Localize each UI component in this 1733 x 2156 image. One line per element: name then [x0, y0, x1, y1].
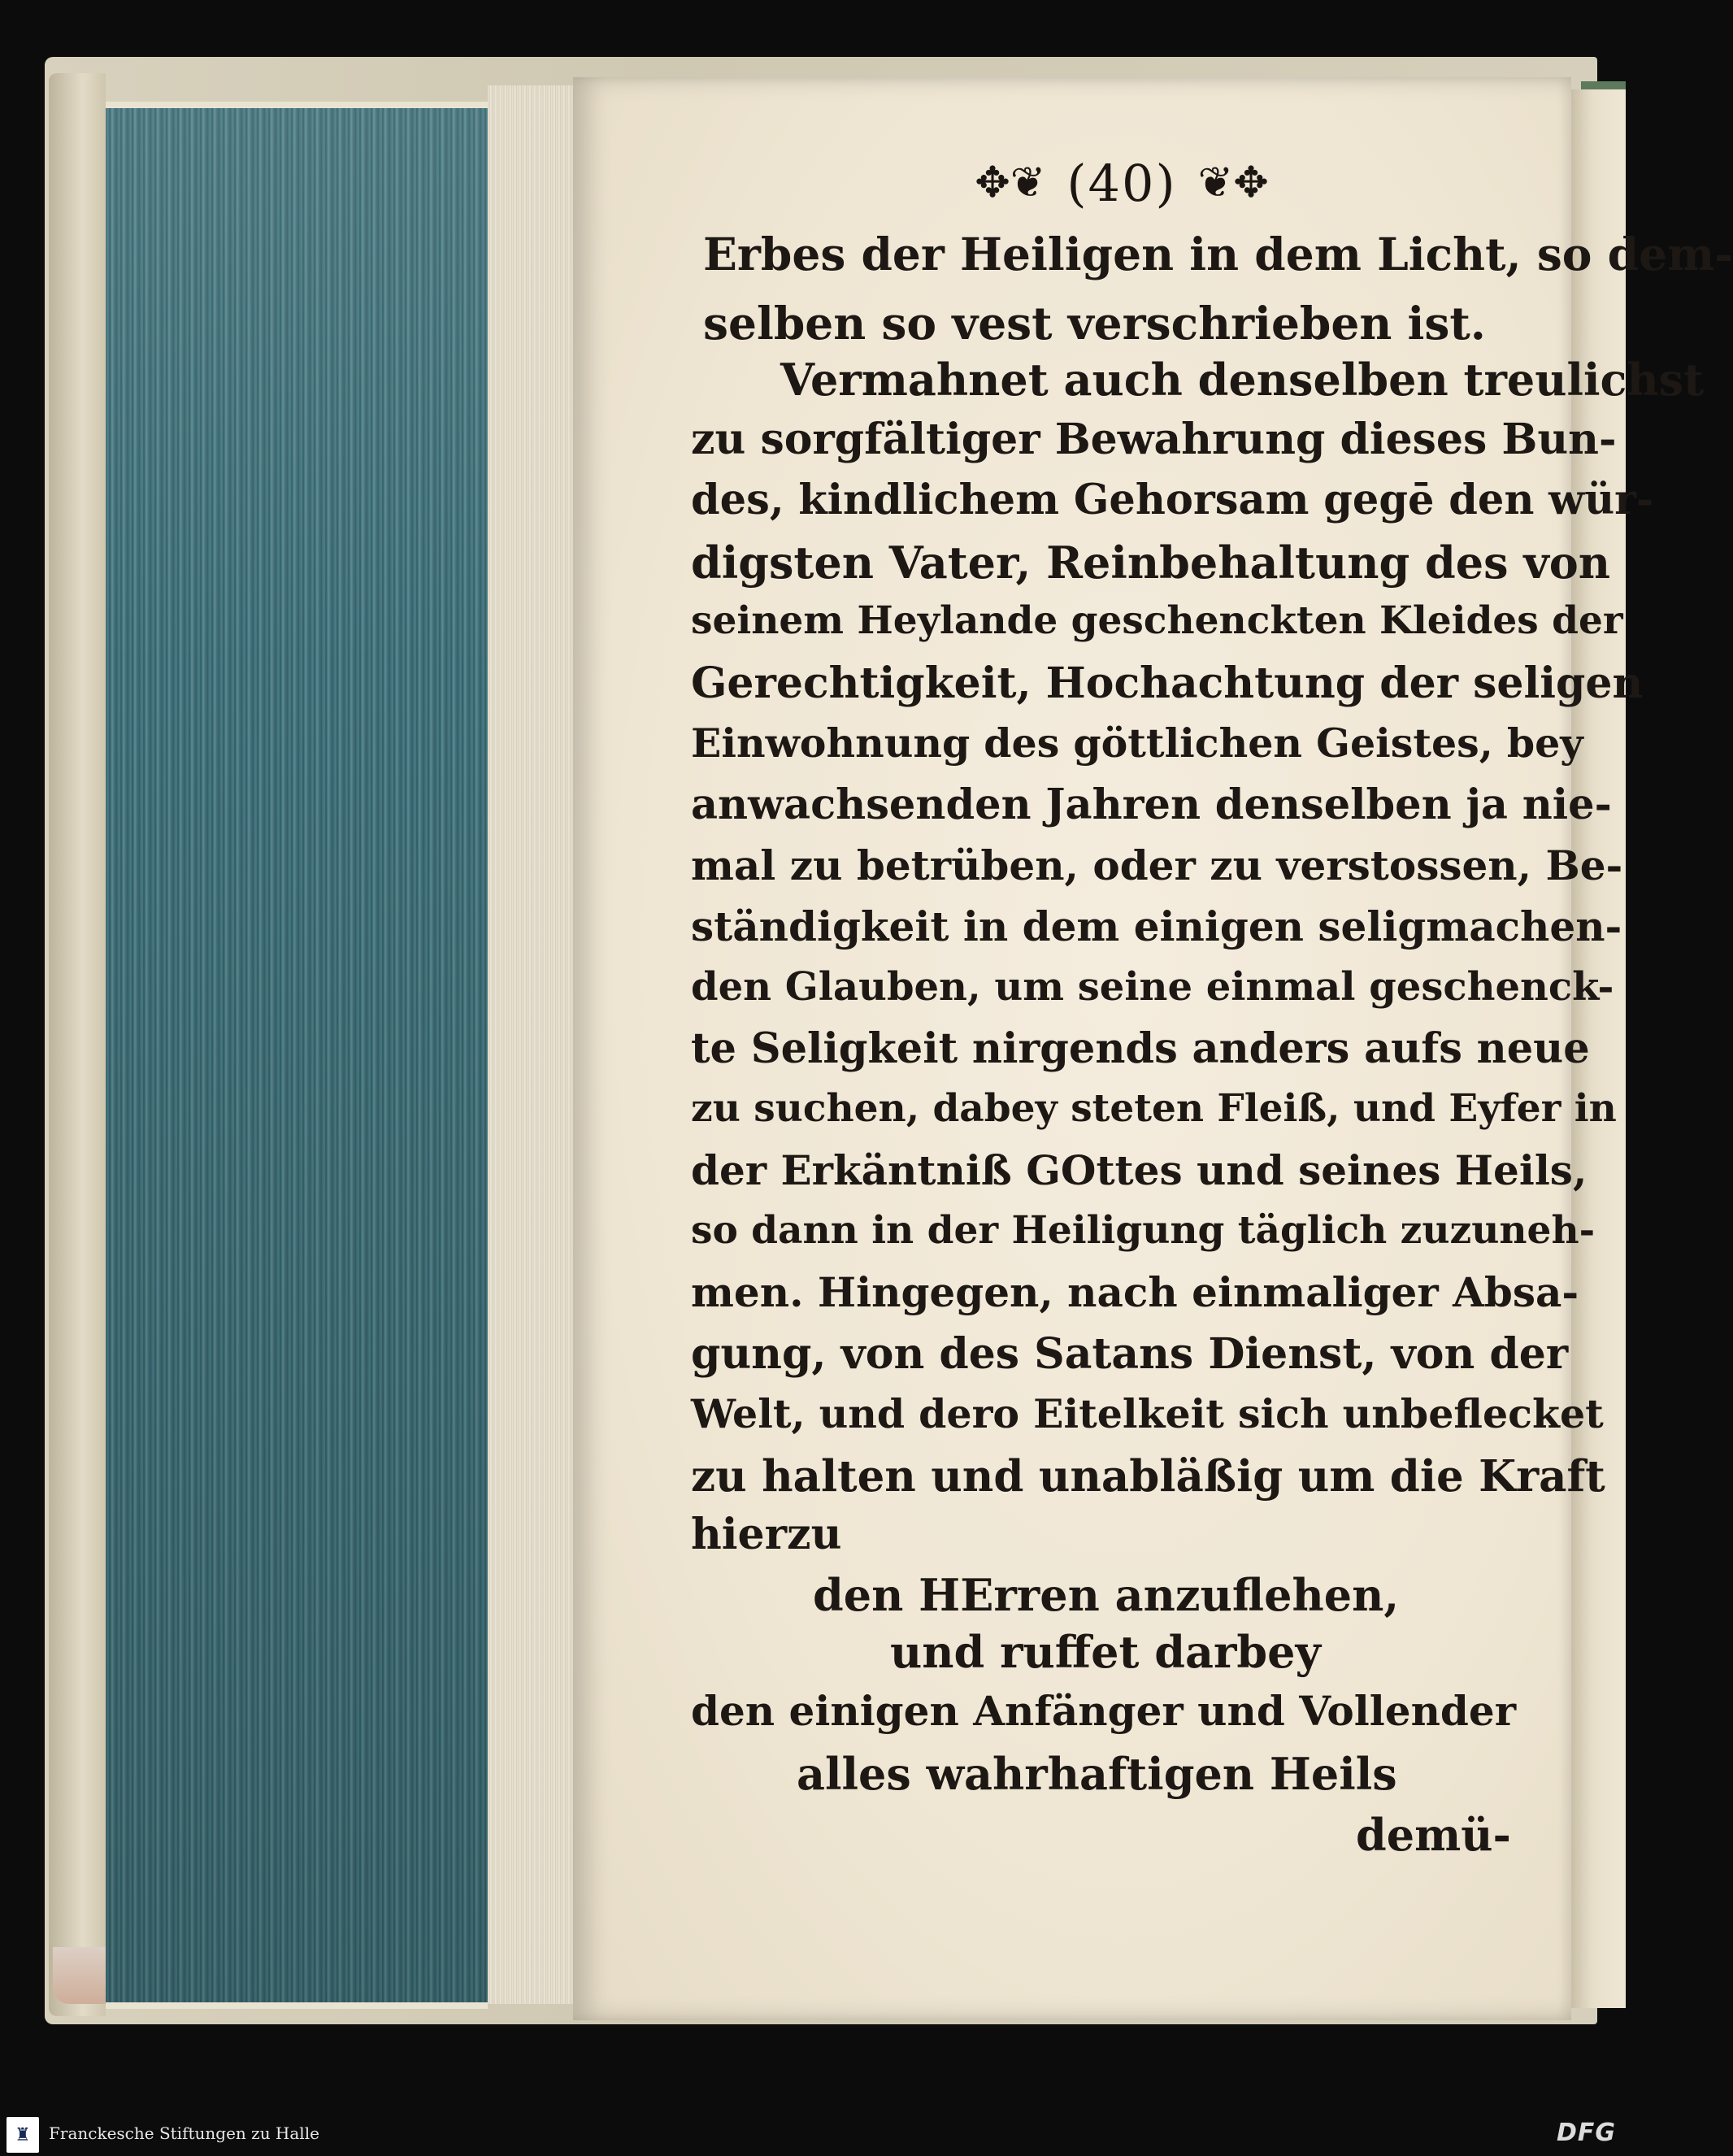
body-line: mal zu betrüben, oder zu verstossen, Be-: [691, 841, 1623, 889]
body-line: digsten Vater, Reinbehaltung des von: [691, 537, 1611, 589]
page-stack-edges: [488, 85, 573, 2004]
centered-line: den einigen Anfänger und Vollender: [691, 1687, 1517, 1735]
centered-line: alles wahrhaftigen Heils: [797, 1748, 1397, 1800]
body-line: Einwohnung des göttlichen Geistes, bey: [691, 719, 1583, 767]
centered-line: und ruffet darbey: [890, 1626, 1321, 1678]
body-line: so dann in der Heiligung täglich zuzuneh-: [691, 1208, 1596, 1253]
book-spine-edge: [49, 73, 106, 2016]
centered-line: den HErren anzuflehen,: [813, 1569, 1400, 1621]
body-line: ständigkeit in dem einigen seligmachen-: [691, 902, 1622, 950]
body-line: Gerechtigkeit, Hochachtung der seligen: [691, 659, 1644, 708]
page-fore-edge: [106, 102, 488, 2009]
body-line: des, kindlichem Gehorsam gegē den wür-: [691, 476, 1654, 524]
body-line: hierzu: [691, 1510, 842, 1559]
catchword: demü-: [1356, 1809, 1511, 1861]
body-line: den Glauben, um seine einmal geschenck-: [691, 964, 1614, 1010]
ornament-right-icon: ❦✥: [1197, 159, 1269, 207]
page-header: [943, 146, 1301, 220]
body-line: zu suchen, dabey steten Fleiß, und Eyfer in: [691, 1086, 1617, 1131]
body-line: Erbes der Heiligen in dem Licht, so dem-: [703, 228, 1733, 280]
body-line: der Erkäntniß GOttes und seines Heils,: [691, 1146, 1587, 1194]
body-line: zu sorgfältiger Bewahrung dieses Bun-: [691, 415, 1617, 464]
body-line: Vermahnet auch denselben treulichst: [780, 354, 1705, 406]
footer-funder-logo: DFG: [1556, 2119, 1616, 2147]
institution-logo-icon: ♜: [7, 2117, 39, 2153]
ornament-left-icon: ✥❦: [975, 159, 1046, 207]
footer-institution: Franckesche Stiftungen zu Halle: [49, 2123, 319, 2143]
body-line: Welt, und dero Eitelkeit sich unbeflecket: [691, 1390, 1604, 1437]
body-line: seinem Heylande geschenckten Kleides der: [691, 598, 1623, 643]
body-line: gung, von des Satans Dienst, von der: [691, 1329, 1569, 1379]
body-line: selben so vest verschrieben ist.: [703, 297, 1486, 350]
body-line: men. Hingegen, nach einmaliger Absa-: [691, 1268, 1579, 1316]
body-line: te Seligkeit nirgends anders aufs neue: [691, 1024, 1590, 1073]
body-line: zu halten und unabläßig um die Kraft: [691, 1451, 1605, 1502]
body-line: anwachsenden Jahren denselben ja nie-: [691, 780, 1612, 829]
page-number: (40): [1066, 153, 1177, 213]
